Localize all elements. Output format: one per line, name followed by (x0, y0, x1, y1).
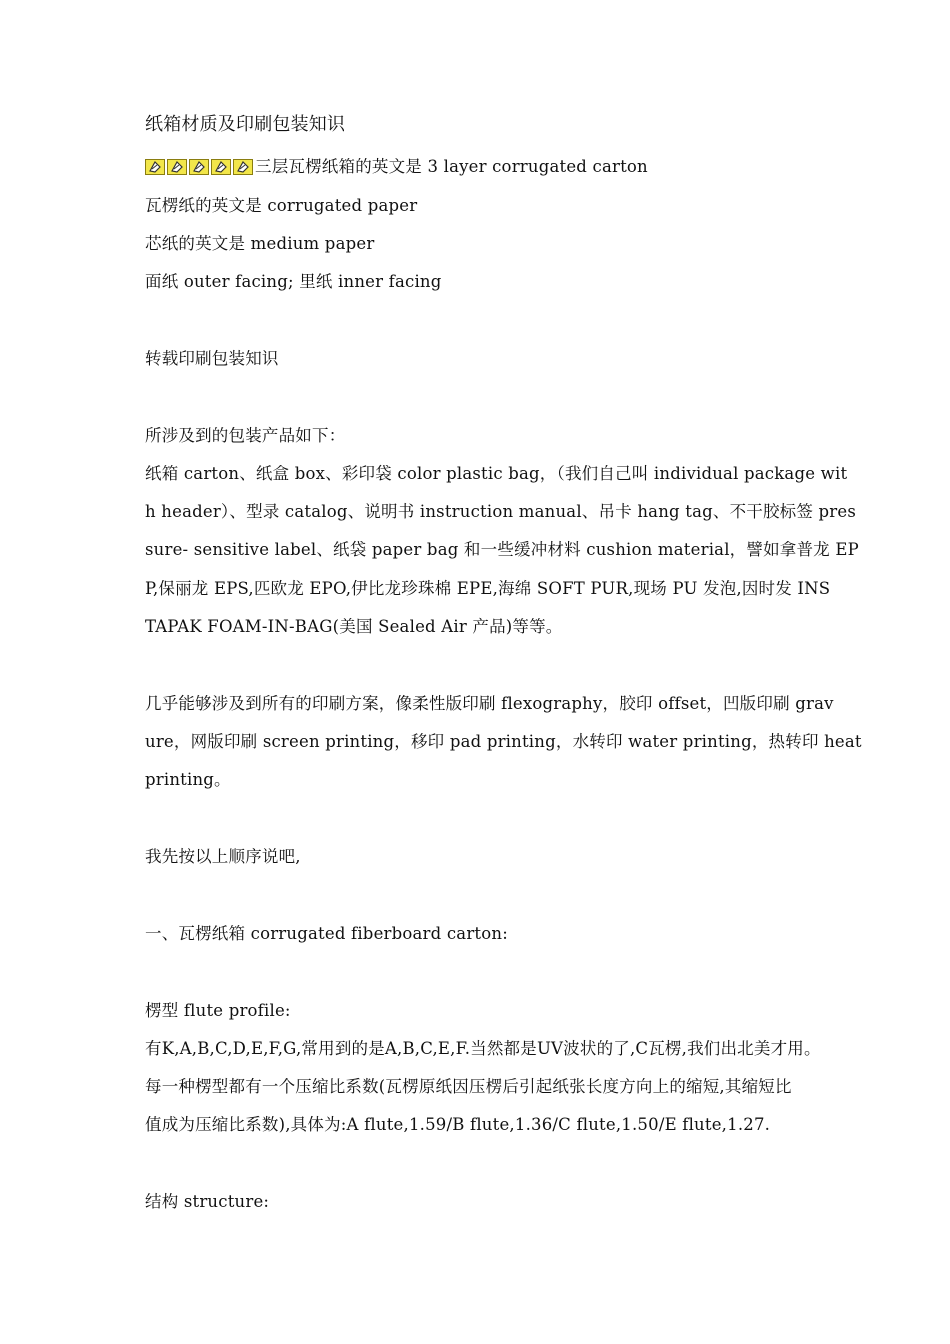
printing-line: printing。 (145, 770, 231, 789)
products-heading: 所涉及到的包装产品如下： (145, 426, 346, 445)
products-line: h header）、型录 catalog、说明书 instruction manual、吊卡 hang tag、不干胶标签 pres (145, 502, 856, 521)
flute-line: 每一种楞型都有一个压缩比系数(瓦楞原纸因压楞后引起纸张长度方向上的缩短,其缩短比 (145, 1077, 792, 1096)
printing-line: 几乎能够涉及到所有的印刷方案，像柔性版印刷 flexography，胶印 offset，凹版印刷 grav (145, 694, 834, 713)
flute-line: 值成为压缩比系数),具体为:A flute,1.59/B flute,1.36/C flute,1.50/E flute,1.27. (145, 1115, 771, 1134)
intro-line-4: 面纸 outer facing; 里纸 inner facing (145, 272, 442, 291)
printing-line: ure，网版印刷 screen printing，移印 pad printing，水转印 water printing，热转印 heat (145, 732, 862, 751)
document-title: 纸箱材质及印刷包装知识 (145, 114, 346, 135)
order-note: 我先按以上顺序说吧, (145, 847, 301, 866)
paper-edit-icon (233, 159, 253, 175)
flute-line: 有K,A,B,C,D,E,F,G,常用到的是A,B,C,E,F.当然都是UV波状的了,C瓦楞,我们出北美才用。 (145, 1039, 821, 1058)
paper-edit-icon (211, 159, 231, 175)
repost-heading: 转载印刷包装知识 (145, 349, 279, 368)
section-heading-corrugated: 一、瓦楞纸箱 corrugated fiberboard carton: (145, 924, 508, 943)
icon-strip (145, 159, 253, 175)
intro-line-3: 芯纸的英文是 medium paper (145, 234, 375, 253)
products-line: 纸箱 carton、纸盒 box、彩印袋 color plastic bag，（我们自己叫 individual package wit (145, 464, 848, 483)
paper-edit-icon (189, 159, 209, 175)
intro-text-1: 三层瓦楞纸箱的英文是 3 layer corrugated carton (255, 157, 648, 176)
structure-heading: 结构 structure: (145, 1192, 270, 1211)
products-line: P,保丽龙 EPS,匹欧龙 EPO,伊比龙珍珠棉 EPE,海绵 SOFT PUR,现场 PU 发泡,因时发 INS (145, 579, 831, 598)
intro-line-1 (145, 157, 810, 177)
paper-edit-icon (145, 159, 165, 175)
flute-heading: 楞型 flute profile: (145, 1001, 291, 1020)
intro-line-2: 瓦楞纸的英文是 corrugated paper (145, 196, 418, 215)
paper-edit-icon (167, 159, 187, 175)
products-line: TAPAK FOAM-IN-BAG(美国 Sealed Air 产品)等等。 (145, 617, 563, 636)
products-line: sure- sensitive label、纸袋 paper bag 和一些缓冲材料 cushion material，譬如拿普龙 EP (145, 540, 859, 559)
